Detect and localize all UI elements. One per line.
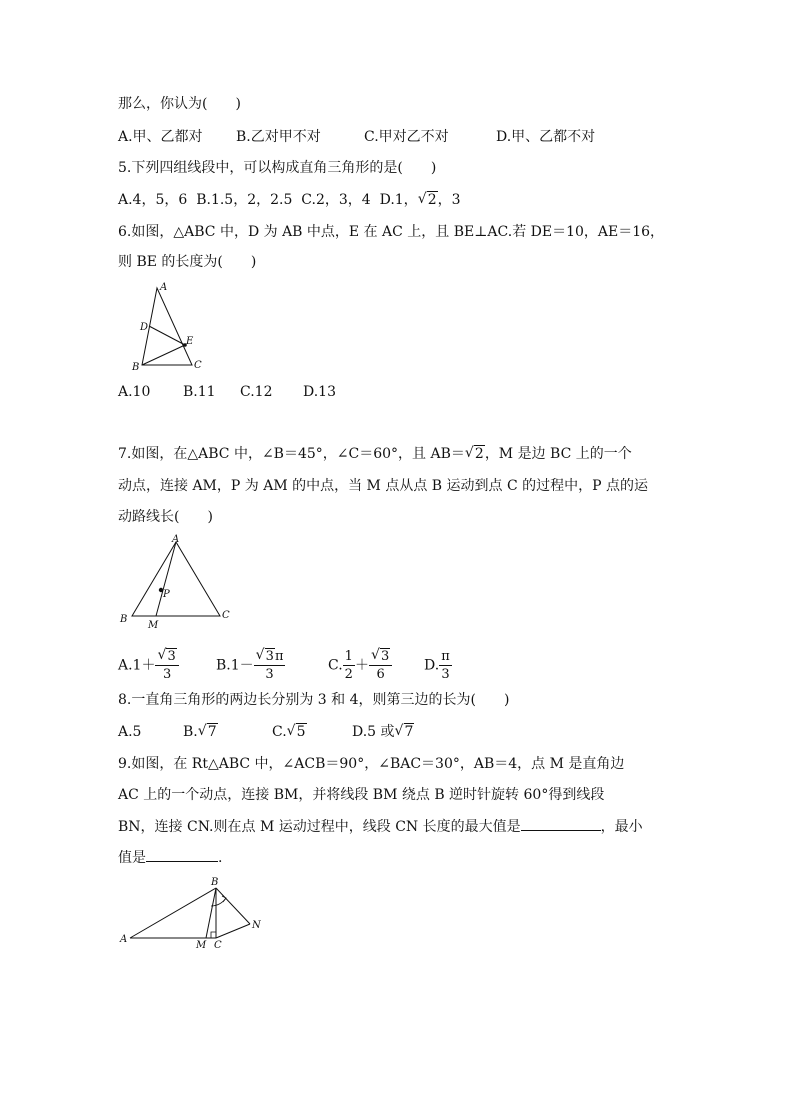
q5-option-d: D.1，√ 2，3 <box>380 192 461 208</box>
q9-stem-line3: BN，连接 CN.则在点 M 运动过程中，线段 CN 长度的最大值是 ，最小 <box>118 816 643 837</box>
q6-label-b: B <box>132 362 140 373</box>
q6-figure <box>128 282 218 374</box>
q6-option-d: D.13 <box>303 384 336 400</box>
q6-option-a: A.10 <box>118 384 151 400</box>
q6-option-c: C.12 <box>240 384 273 400</box>
q9-label-c: C <box>214 940 222 951</box>
q7-label-m: M <box>148 620 159 631</box>
q6-label-a: A <box>160 282 168 293</box>
q6-label-d: D <box>140 322 149 333</box>
q6-label-c: C <box>194 360 202 371</box>
sqrt-symbol: √ 2 <box>465 444 485 464</box>
q9-figure <box>118 876 268 956</box>
q8-stem: 8.一直角三角形的两边长分别为 3 和 4，则第三边的长为( ) <box>118 692 510 708</box>
q6-stem-line2: 则 BE 的长度为( ) <box>118 254 257 270</box>
fraction: $\frac{\pi}{3}$ <box>441 649 450 682</box>
q9-stem-line4: 值是 . <box>118 847 222 868</box>
q9-stem-line2: AC 上的一个动点，连接 BM，并将线段 BM 绕点 B 逆时针旋转 60°得到线段 <box>118 787 605 803</box>
fraction: $\frac{1}{2}$ <box>344 649 353 682</box>
q7-option-b: B.1－ √ $\frac{3\pi}{3}$ <box>216 648 285 683</box>
q9-label-b: B <box>211 877 219 888</box>
q5-option-a: A.4，5，6 <box>118 192 188 208</box>
q8-option-b: B.√ 7 <box>183 722 218 742</box>
q4-option-d: D.甲、乙都不对 <box>496 129 596 145</box>
fraction: √ $\frac{3\pi}{3}$ <box>254 648 286 683</box>
q4-option-a: A.甲、乙都对 <box>118 129 203 145</box>
answer-blank-min[interactable] <box>146 847 218 862</box>
q4-option-c: C.甲对乙不对 <box>364 129 449 145</box>
sqrt-symbol: √ 5 <box>287 722 307 742</box>
q7-label-c: C <box>222 610 230 621</box>
answer-blank-max[interactable] <box>521 816 601 831</box>
q6-option-b: B.11 <box>183 384 216 400</box>
fraction: √ $\frac{3}{6}$ <box>369 648 392 683</box>
sqrt-symbol: √ 2 <box>418 190 438 210</box>
sqrt-symbol: √ 7 <box>395 722 415 742</box>
q5-option-c: C.2，3，4 <box>301 192 371 208</box>
q8-option-a: A.5 <box>118 724 142 740</box>
q7-stem-line2: 动点，连接 AM，P 为 AM 的中点，当 M 点从点 B 运动到点 C 的过程中，P 点的运 <box>118 478 649 494</box>
q7-label-a: A <box>172 534 180 545</box>
q7-label-p: P <box>163 589 170 600</box>
q6-stem-line1: 6.如图，△ABC 中，D 为 AB 中点，E 在 AC 上，且 BE⊥AC.若 DE＝10，AE＝16， <box>118 224 665 240</box>
q5-option-b: B.1.5，2，2.5 <box>196 192 293 208</box>
q6-label-e: E <box>186 336 194 347</box>
q7-option-c: C. $\frac{1}{2}$ ＋ √ $\frac{3}{6}$ <box>328 648 392 683</box>
q5-stem: 5.下列四组线段中，可以构成直角三角形的是( ) <box>118 160 437 176</box>
q7-option-d: D. $\frac{\pi}{3}$ <box>424 649 450 682</box>
q7-label-b: B <box>120 614 128 625</box>
q8-option-c: C.√ 5 <box>272 722 307 742</box>
q5-options <box>118 190 461 210</box>
q7-stem-line3: 动路线长( ) <box>118 509 213 525</box>
q9-stem-line1: 9.如图，在 Rt△ABC 中，∠ACB＝90°，∠BAC＝30°，AB＝4，点 M 是直角边 <box>118 756 625 772</box>
sqrt-symbol: √ 7 <box>198 722 218 742</box>
q8-option-d: D.5 或√ 7 <box>352 722 414 742</box>
q9-label-n: N <box>252 920 261 931</box>
q9-label-m: M <box>196 940 207 951</box>
fraction: √ $\frac{3}{3}$ <box>155 648 178 683</box>
q7-figure <box>118 534 243 634</box>
q9-label-a: A <box>120 934 128 945</box>
q7-option-a: A.1＋ √ $\frac{3}{3}$ <box>118 648 179 683</box>
q7-stem-line1: 7.如图，在△ABC 中，∠B＝45°，∠C＝60°，且 AB＝√ 2，M 是边 BC 上的一个 <box>118 444 632 464</box>
q4-stem: 那么，你认为( ) <box>118 96 241 112</box>
q4-option-b: B.乙对甲不对 <box>236 129 321 145</box>
